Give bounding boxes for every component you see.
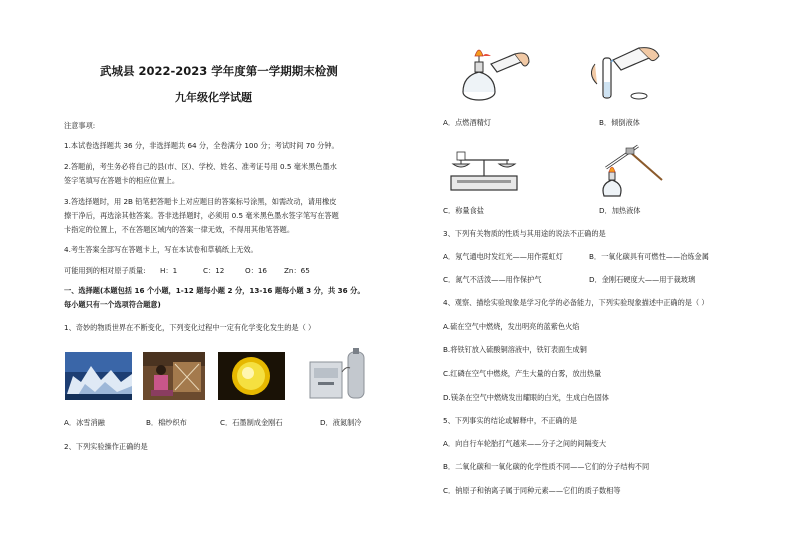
q3-stem: 3、下列有关物质的性质与其用途的说法不正确的是 (443, 229, 606, 238)
q5-stem: 5、下列事实的结论或解释中，不正确的是 (443, 416, 577, 425)
notice-line-4: 3.答选择题时，用 2B 铅笔把答题卡上对应题目的答案标号涂黑，如需改动，请用橡皮 (64, 197, 337, 206)
section1-heading-1: 一、选择题(本题包括 16 个小题，1-12 题每小题 2 分，13-16 题每小题 3 分，共 36 分。 (64, 286, 365, 295)
alcohol-lamp-lighting-illustration (455, 42, 535, 106)
q5-option-b: B．二氧化碳和一氧化碳的化学性质不同——它们的分子结构不同 (443, 462, 650, 471)
notice-line-6: 卡指定的位置上，不在答题区域内的答案一律无效，不得用其他笔答题。 (64, 225, 295, 234)
q2-option-a: A．点燃酒精灯 (443, 118, 492, 127)
q4-stem: 4、观察、描绘实验现象是学习化学的必备能力，下列实验现象描述中正确的是（ ） (443, 298, 709, 307)
q4-option-d: D.镁条在空气中燃烧发出耀眼的白光，生成白色固体 (443, 393, 609, 402)
section1-heading-2: 每小题只有一个选项符合题意) (64, 300, 161, 309)
pouring-liquid-illustration (573, 44, 663, 106)
exam-title: 武城县 2022-2023 学年度第一学期期末检测 (100, 64, 338, 78)
q5-option-c: C．钠原子和钠离子属于同种元素——它们的质子数相等 (443, 486, 621, 495)
atomic-mass-label: 可能用到的相对原子质量: (64, 266, 146, 275)
q3-option-a: A．氖气通电时发红光——用作霓虹灯 (443, 252, 563, 261)
atomic-mass-h: H：1 (160, 266, 178, 275)
notice-header: 注意事项: (64, 121, 96, 130)
q2-option-c: C．称量食盐 (443, 206, 484, 215)
q5-option-a: A．向自行车轮胎打气越来——分子之间的间隔变大 (443, 439, 607, 448)
notice-line-5: 擦干净后，再选涂其他答案。答非选择题时，必须用 0.5 毫米黑色墨水签字笔写在答题 (64, 211, 339, 220)
graphite-diamond-photo (218, 352, 285, 400)
q1-option-a: A．冰雪消融 (64, 418, 105, 427)
q4-option-c: C.红磷在空气中燃烧，产生大量的白雾，放出热量 (443, 369, 602, 378)
atomic-mass-o: O：16 (245, 266, 267, 275)
q2-option-d: D．加热液体 (599, 206, 641, 215)
notice-line-2: 2.答题前，考生务必将自己的县(市、区)、学校、姓名、准考证号用 0.5 毫米黑色墨水 (64, 162, 337, 171)
exam-subtitle: 九年级化学试题 (175, 91, 252, 104)
q3-option-b: B．一氧化碳具有可燃性——冶炼金属 (589, 252, 709, 261)
q4-option-a: A.硫在空气中燃烧，发出明亮的蓝紫色火焰 (443, 322, 580, 331)
q3-option-c: C．氮气不活泼——用作保护气 (443, 275, 542, 284)
notice-line-7: 4.考生答案全部写在答题卡上，写在本试卷和草稿纸上无效。 (64, 245, 258, 254)
cotton-weaving-photo (143, 352, 205, 400)
notice-line-1: 1.本试卷选择题共 36 分，非选择题共 64 分，全卷满分 100 分；考试时间 70 分钟。 (64, 141, 339, 150)
q1-stem: 1、奇妙的物质世界在不断变化，下列变化过程中一定有化学变化发生的是（ ） (64, 323, 316, 332)
q2-option-b: B．倾倒液体 (599, 118, 640, 127)
notice-line-3: 签字笔填写在答题卡的相应位置上。 (64, 176, 180, 185)
q4-option-b: B.将铁钉放入硫酸铜溶液中，铁钉表面生成铜 (443, 345, 587, 354)
liquid-nitrogen-equipment-photo (308, 348, 368, 400)
ice-melting-photo (65, 352, 132, 400)
q3-option-d: D．金刚石硬度大——用于裁玻璃 (589, 275, 696, 284)
q1-option-d: D．液氮制冷 (320, 418, 362, 427)
balance-weighing-illustration (447, 142, 521, 194)
q1-option-c: C．石墨制成金刚石 (220, 418, 283, 427)
q2-stem: 2、下列实验操作正确的是 (64, 442, 148, 451)
q1-option-b: B．棉纱织布 (146, 418, 187, 427)
atomic-mass-zn: Zn：65 (284, 266, 310, 275)
atomic-mass-c: C：12 (203, 266, 225, 275)
heating-liquid-illustration (590, 140, 666, 198)
